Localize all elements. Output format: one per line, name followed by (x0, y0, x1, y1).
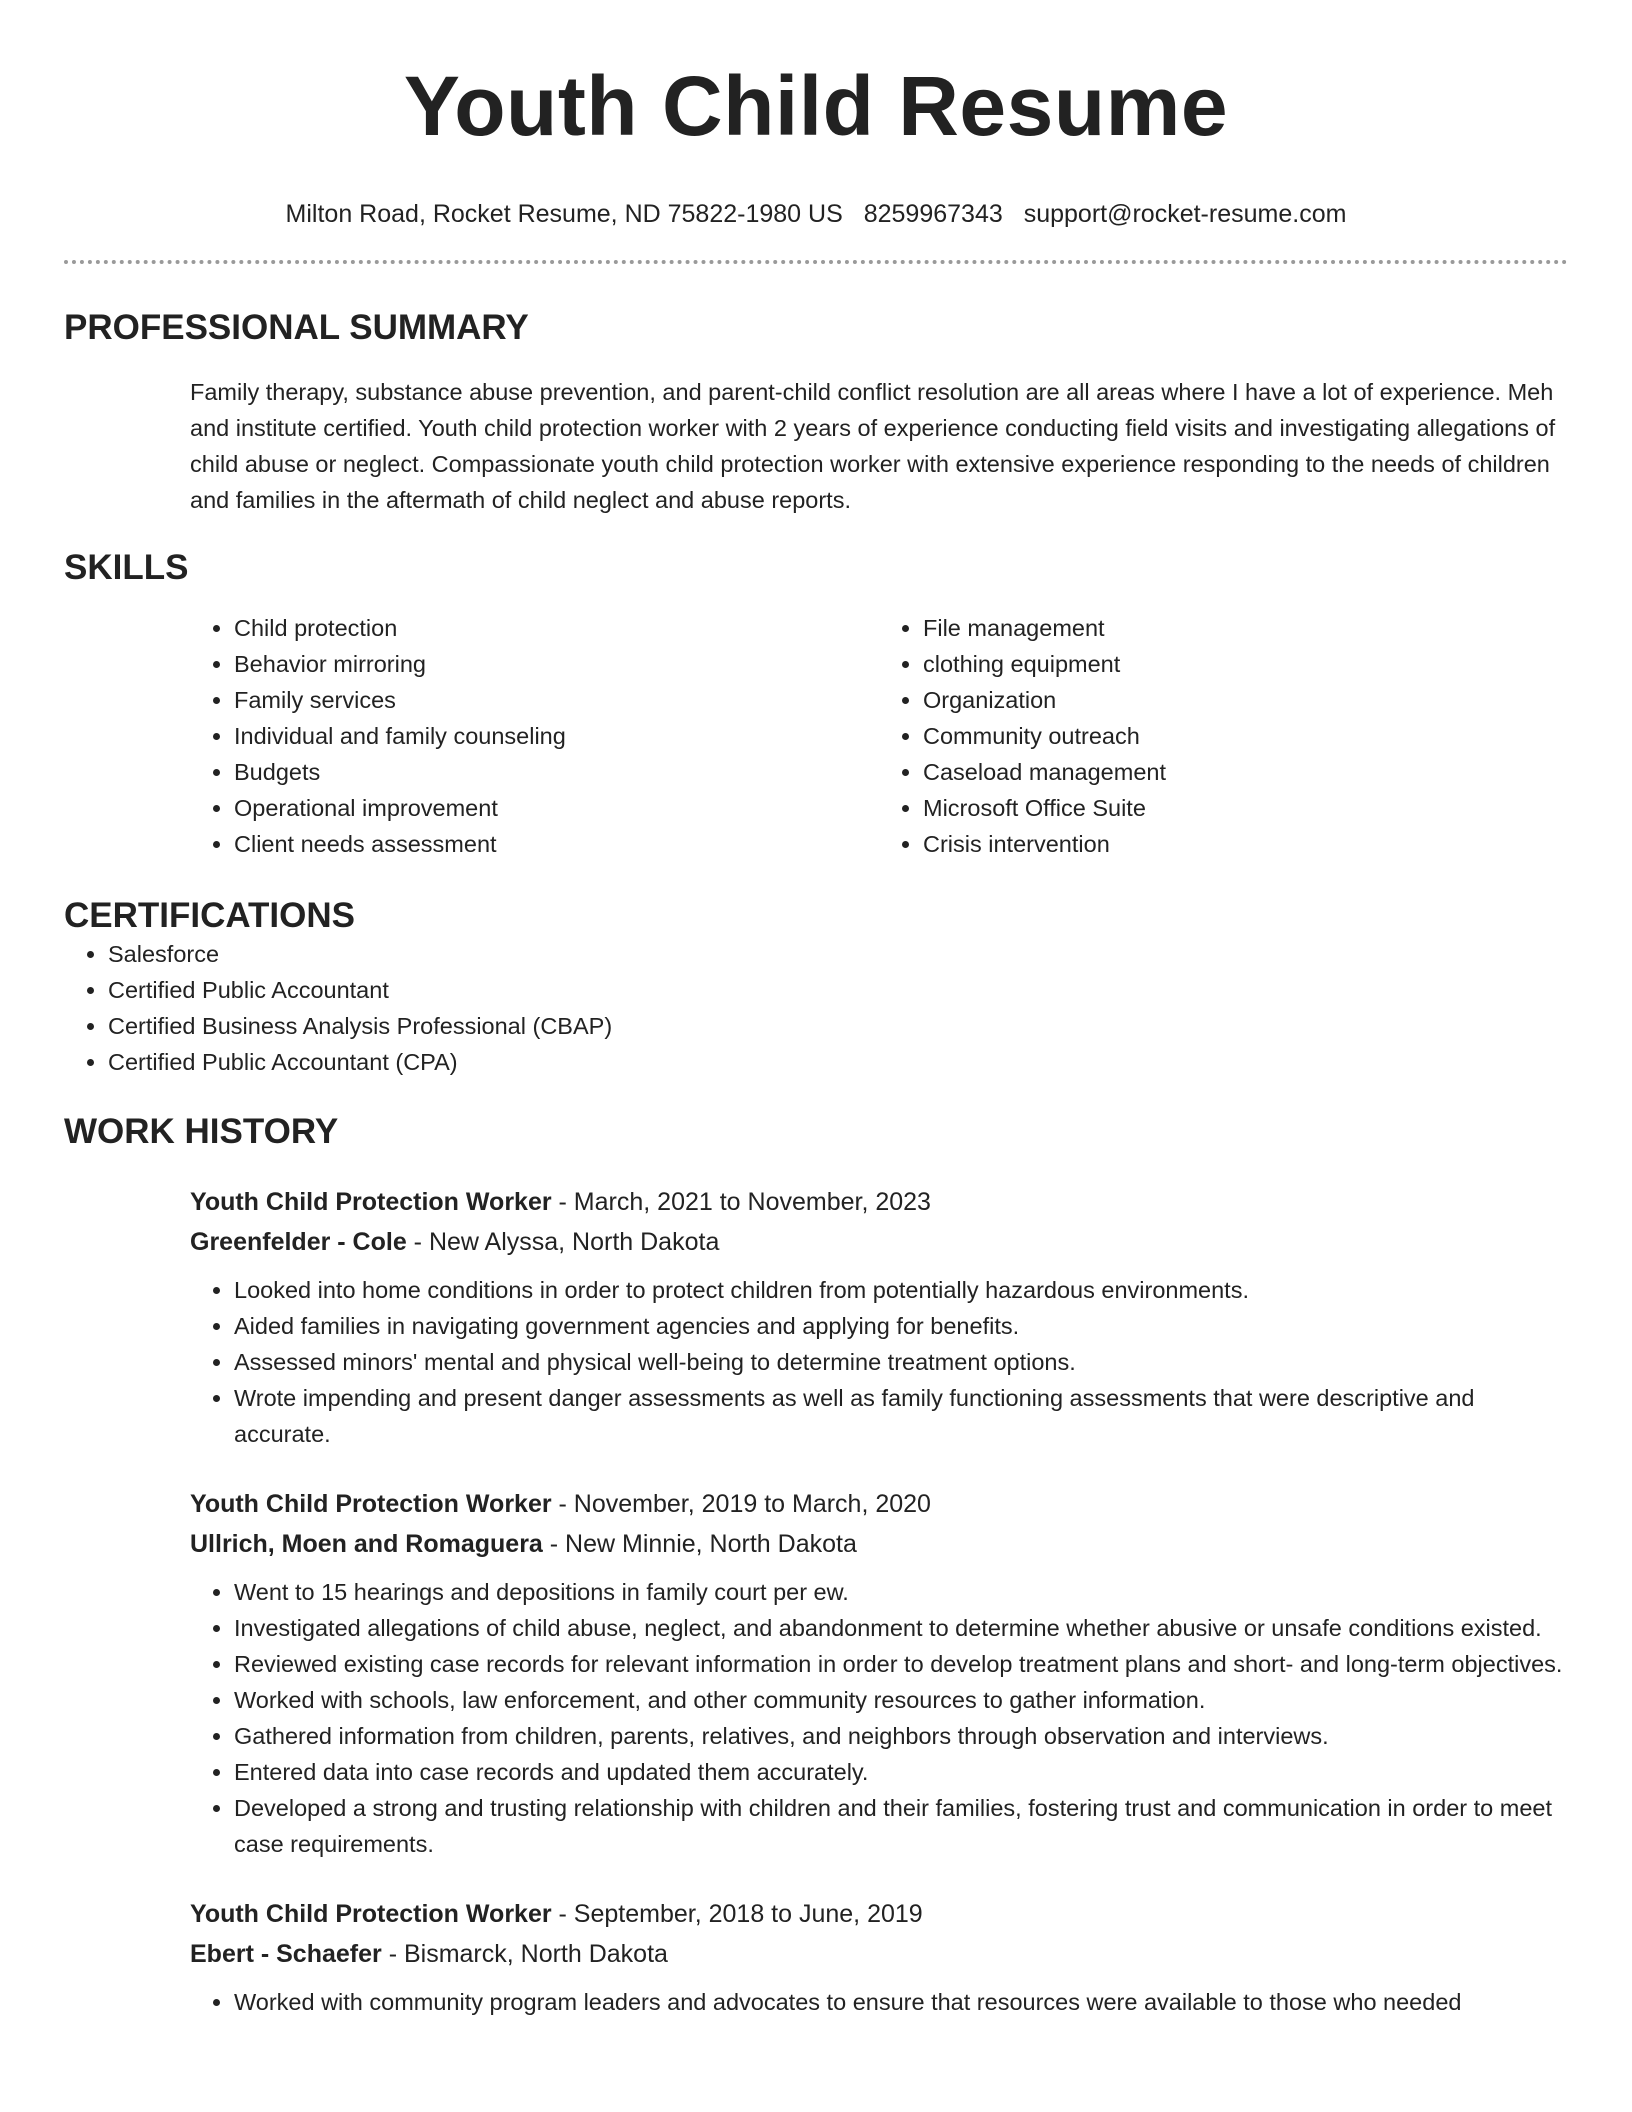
skill-item: • Caseload management (923, 754, 1568, 790)
job-title-line (190, 1182, 1568, 1222)
job-role: Youth Child Protection Worker (190, 1490, 552, 1518)
skill-item: • Client needs assessment (234, 826, 879, 862)
skill-item: • Individual and family counseling (234, 718, 879, 754)
job-company: Ebert - Schaefer (190, 1940, 382, 1968)
skill-item: • Operational improvement (234, 790, 879, 826)
summary-title: PROFESSIONAL SUMMARY (64, 308, 529, 347)
job-bullet: • Worked with schools, law enforcement, and other community resources to gather information. (234, 1682, 1568, 1718)
certification-item: • Certified Business Analysis Professional (CBAP) (108, 1008, 1568, 1044)
skill-item: • Microsoft Office Suite (923, 790, 1568, 826)
job-entry (190, 1484, 1568, 1862)
skills-list-right (879, 610, 1568, 862)
skill-item: • Community outreach (923, 718, 1568, 754)
job-bullets (190, 1272, 1568, 1452)
contact-phone: 8259967343 (863, 200, 1003, 228)
contact-address: Milton Road, Rocket Resume, ND 75822-1980 US (285, 200, 843, 228)
job-company-line (190, 1222, 1568, 1262)
work-history-title: WORK HISTORY (64, 1112, 339, 1151)
job-bullets (190, 1574, 1568, 1862)
certification-item: • Certified Public Accountant (108, 972, 1568, 1008)
header-divider (64, 260, 1568, 264)
skill-item: • Crisis intervention (923, 826, 1568, 862)
certification-item: • Certified Public Accountant (CPA) (108, 1044, 1568, 1080)
certifications-section (64, 896, 1568, 1080)
summary-section (64, 308, 1568, 518)
skill-item: • File management (923, 610, 1568, 646)
certifications-list (64, 936, 1568, 1080)
job-bullet: • Reviewed existing case records for relevant information in order to develop treatment plans and short- and long-term objectives. (234, 1646, 1568, 1682)
skills-list-left (190, 610, 879, 862)
job-title-line (190, 1894, 1568, 1934)
job-bullet: • Went to 15 hearings and depositions in family court per ew. (234, 1574, 1568, 1610)
job-location: - New Alyssa, North Dakota (406, 1228, 720, 1256)
job-company: Greenfelder - Cole (190, 1228, 407, 1256)
skill-item: • Family services (234, 682, 879, 718)
job-dates: - September, 2018 to June, 2019 (551, 1900, 923, 1928)
summary-text: Family therapy, substance abuse prevention, and parent-child conflict resolution are all areas where I have a lot of experience. Meh and institute certified. Youth child protection worker with 2 years of experience conducting field visits and investigating allegations of child abuse or neglect. Compassionate youth child protection worker with extensive experience responding to the needs of children and families in the aftermath of child neglect and abuse reports. (190, 379, 1556, 513)
skills-title: SKILLS (64, 548, 189, 587)
skill-item: • Child protection (234, 610, 879, 646)
job-bullet: • Entered data into case records and updated them accurately. (234, 1754, 1568, 1790)
job-company-line (190, 1934, 1568, 1974)
job-bullet: • Investigated allegations of child abuse, neglect, and abandonment to determine whether abusive or unsafe conditions existed. (234, 1610, 1568, 1646)
job-entry (190, 1894, 1568, 2020)
job-dates: - November, 2019 to March, 2020 (551, 1490, 931, 1518)
skill-item: • Organization (923, 682, 1568, 718)
job-company-line (190, 1524, 1568, 1564)
resume-name: Youth Child Resume (403, 59, 1229, 153)
job-company: Ullrich, Moen and Romaguera (190, 1530, 543, 1558)
job-entry (190, 1182, 1568, 1452)
job-bullet: • Assessed minors' mental and physical well-being to determine treatment options. (234, 1344, 1568, 1380)
contact-line (64, 198, 1568, 230)
job-role: Youth Child Protection Worker (190, 1188, 552, 1216)
job-location: - Bismarck, North Dakota (381, 1940, 668, 1968)
job-location: - New Minnie, North Dakota (542, 1530, 857, 1558)
work-history-section (64, 1112, 1568, 2020)
job-title-line (190, 1484, 1568, 1524)
certification-item: • Salesforce (108, 936, 1568, 972)
job-role: Youth Child Protection Worker (190, 1900, 552, 1928)
job-bullet: • Looked into home conditions in order to protect children from potentially hazardous environments. (234, 1272, 1568, 1308)
job-bullet: • Gathered information from children, parents, relatives, and neighbors through observation and interviews. (234, 1718, 1568, 1754)
job-bullets (190, 1984, 1568, 2020)
skills-columns (190, 610, 1568, 862)
skill-item: • Budgets (234, 754, 879, 790)
skill-item: • Behavior mirroring (234, 646, 879, 682)
skill-item: • clothing equipment (923, 646, 1568, 682)
job-bullet: • Worked with community program leaders and advocates to ensure that resources were available to those who needed (234, 1984, 1568, 2020)
job-bullet: • Aided families in navigating government agencies and applying for benefits. (234, 1308, 1568, 1344)
job-dates: - March, 2021 to November, 2023 (551, 1188, 931, 1216)
job-bullet: • Developed a strong and trusting relationship with children and their families, fostering trust and communication in order to meet case requirements. (234, 1790, 1568, 1862)
certifications-title: CERTIFICATIONS (64, 896, 356, 935)
contact-email: support@rocket-resume.com (1023, 200, 1347, 228)
job-bullet: • Wrote impending and present danger assessments as well as family functioning assessments that were descriptive and accurate. (234, 1380, 1568, 1452)
skills-section (64, 548, 1568, 862)
